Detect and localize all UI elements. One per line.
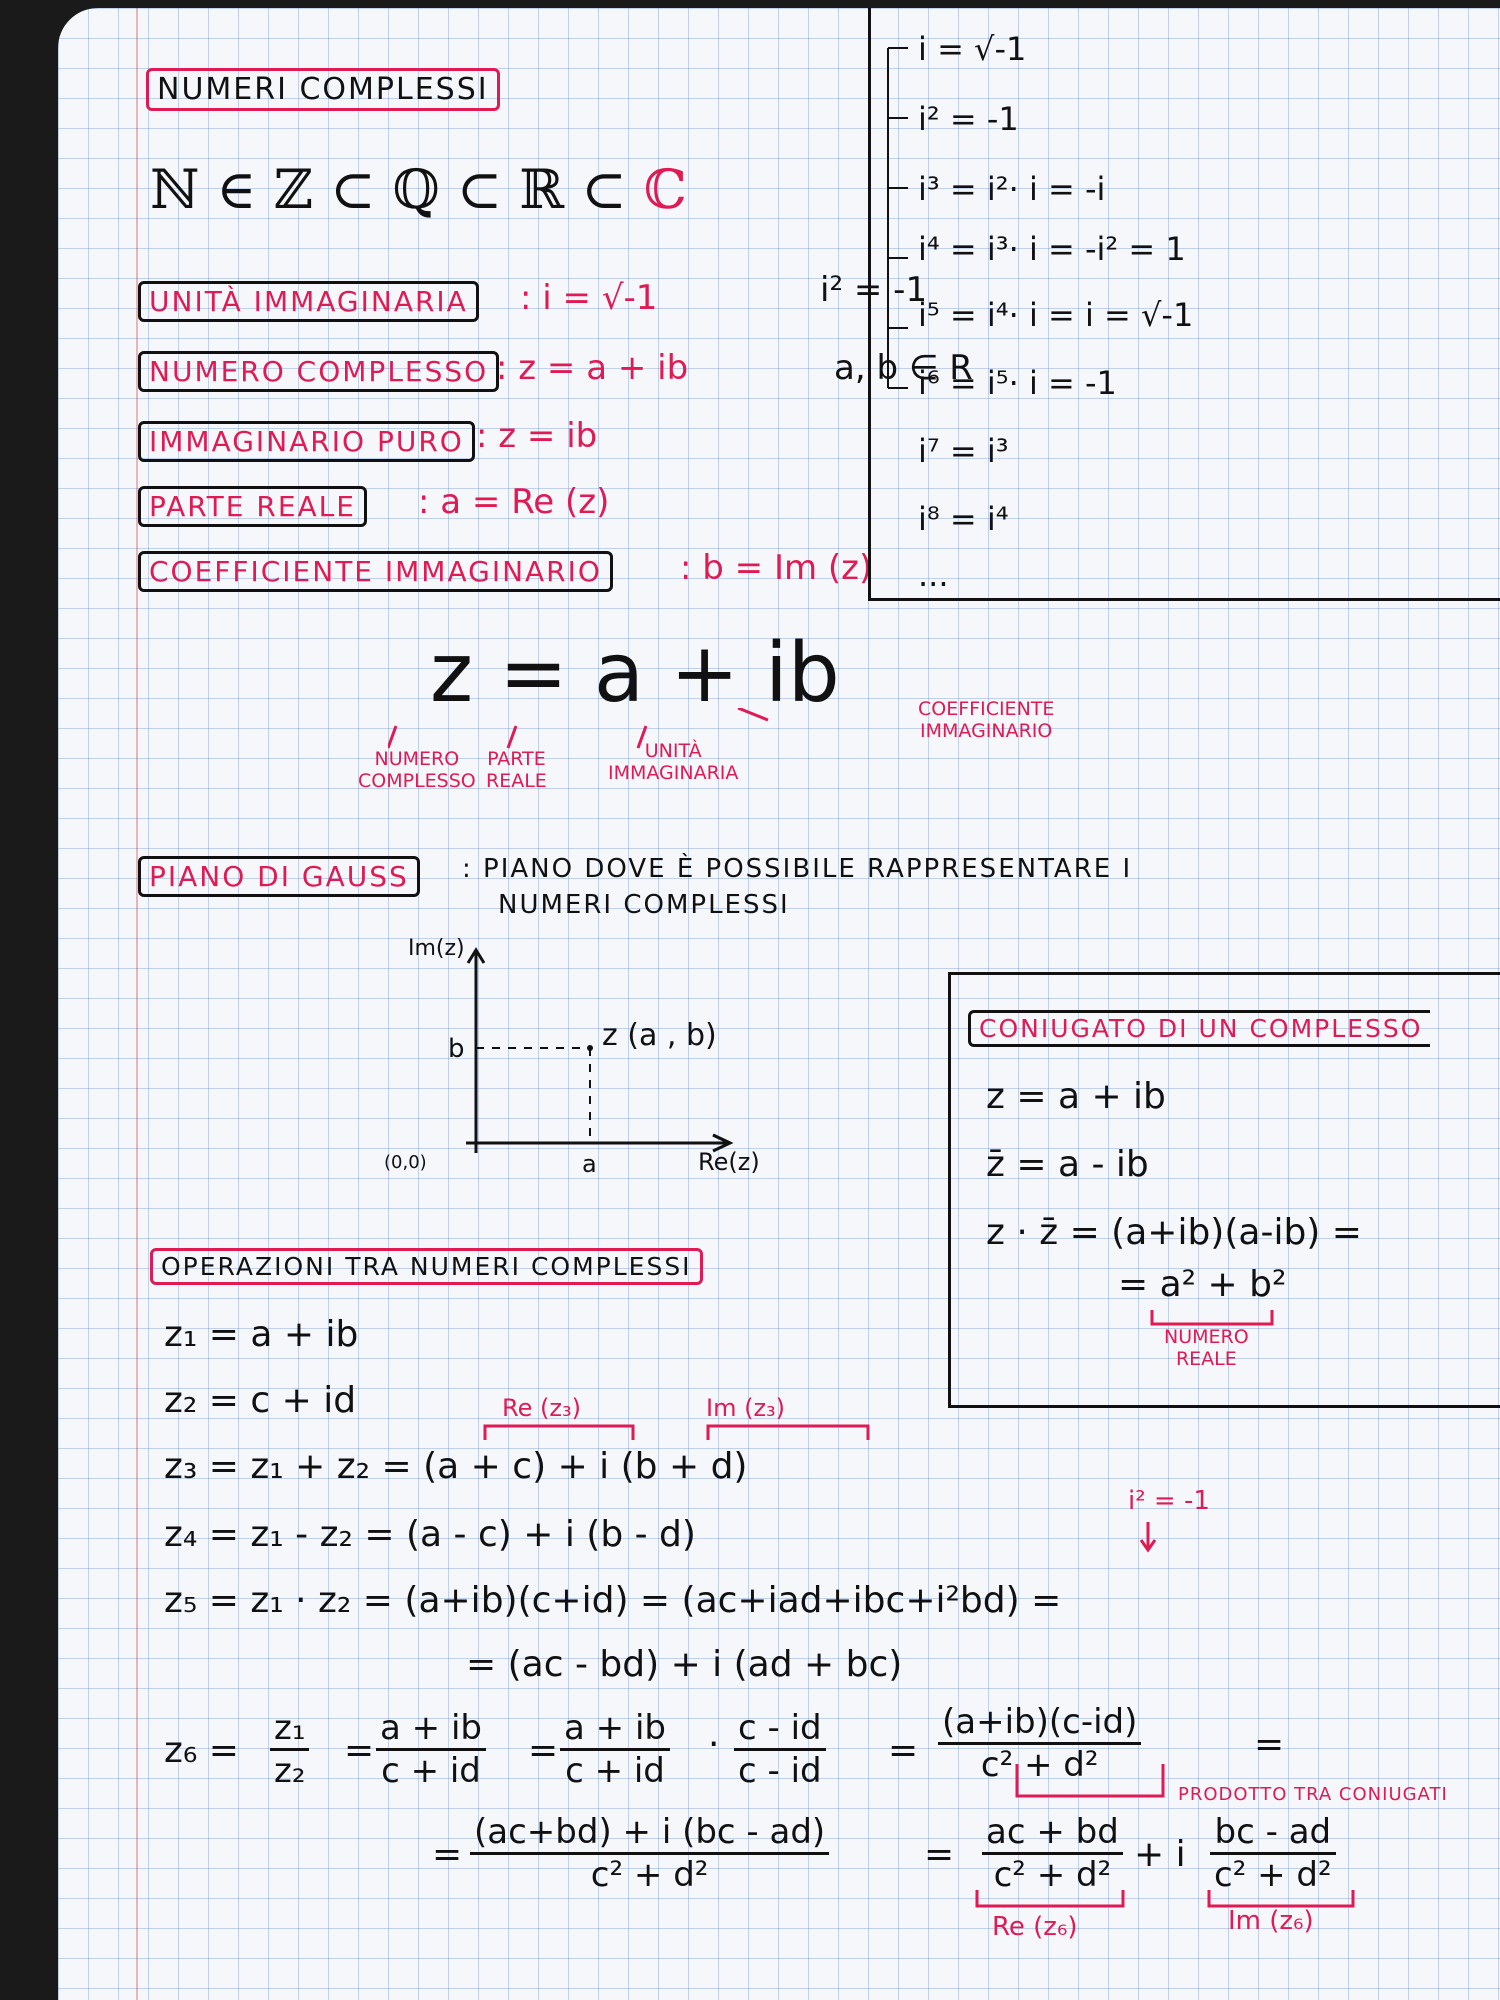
number-sets-chain: ℕ ∈ ℤ ⊂ ℚ ⊂ ℝ ⊂ bbox=[150, 158, 627, 221]
op-z2: z₂ = c + id bbox=[164, 1380, 357, 1421]
power-i6: i⁶ = i⁵· i = -1 bbox=[918, 364, 1117, 402]
coniugato-line3: z · z̄ = (a+ib)(a-ib) = bbox=[986, 1212, 1362, 1253]
op-z6-frac1 bbox=[270, 1708, 309, 1791]
coniugato-label: CONIUGATO DI UN COMPLESSO bbox=[968, 1010, 1430, 1047]
def-label-unita: UNITÀ IMMAGINARIA bbox=[138, 281, 479, 322]
def-label-coefficiente: COEFFICIENTE IMMAGINARIO bbox=[138, 551, 613, 592]
def-label-puro: IMMAGINARIO PURO bbox=[138, 421, 475, 462]
op-z5: z₅ = z₁ · z₂ = (a+ib)(c+id) = (ac+iad+ibc+i²bd) = bbox=[164, 1580, 1062, 1621]
coniugato-line4: = a² + b² bbox=[1118, 1264, 1287, 1305]
op-re-z6: Re (z₆) bbox=[992, 1912, 1078, 1942]
op-z6-frac4 bbox=[734, 1708, 826, 1791]
annot-a-text: PARTE REALE bbox=[486, 748, 547, 792]
op-re-frac-den: c² + d² bbox=[993, 1855, 1112, 1895]
op-z6-eq3: = bbox=[888, 1730, 919, 1771]
op-im-frac bbox=[1210, 1812, 1336, 1895]
op-z6-frac5-num: (a+ib)(c-id) bbox=[938, 1702, 1141, 1745]
power-ellipsis: ... bbox=[918, 556, 949, 594]
op-z3-brackets bbox=[483, 1422, 883, 1442]
op-re-z3: Re (z₃) bbox=[502, 1394, 581, 1422]
op-z6-frac5-den: c² + d² bbox=[980, 1745, 1099, 1785]
op-i2-arrow bbox=[1138, 1520, 1158, 1554]
op-z6b-frac-num: (ac+bd) + i (bc - ad) bbox=[470, 1812, 829, 1855]
big-formula: z = a + ib bbox=[430, 626, 840, 721]
plane-y-axis-label: Im(z) bbox=[408, 936, 465, 961]
op-z6b-frac bbox=[470, 1812, 829, 1895]
plane-a-label: a bbox=[582, 1150, 597, 1178]
power-i8: i⁸ = i⁴ bbox=[918, 500, 1009, 538]
gauss-label: PIANO DI GAUSS bbox=[138, 856, 420, 897]
annot-b-text: COEFFICIENTE IMMAGINARIO bbox=[918, 698, 1055, 742]
coniugato-line1: z = a + ib bbox=[986, 1076, 1166, 1117]
powers-bracket bbox=[868, 28, 928, 398]
gauss-desc-line1: : PIANO DOVE È POSSIBILE RAPPRESENTARE I bbox=[462, 854, 1133, 884]
op-z6-frac3-num: a + ib bbox=[560, 1708, 670, 1751]
op-z6-frac2-den: c + id bbox=[381, 1751, 481, 1791]
op-z6-frac2 bbox=[376, 1708, 486, 1791]
op-im-z6: Im (z₆) bbox=[1228, 1906, 1314, 1936]
op-z6-frac3 bbox=[560, 1708, 670, 1791]
gauss-desc-line2: NUMERI COMPLESSI bbox=[498, 890, 790, 920]
def-extra-numero: a, b ∈ R bbox=[834, 348, 973, 388]
def-label-numero: NUMERO COMPLESSO bbox=[138, 351, 499, 392]
op-plus-i: + i bbox=[1134, 1834, 1186, 1875]
op-re-frac-num: ac + bd bbox=[982, 1812, 1123, 1855]
op-z6-eq2: = bbox=[528, 1730, 559, 1771]
op-z6-eq1: = bbox=[344, 1730, 375, 1771]
op-z6-lhs: z₆ = bbox=[164, 1730, 239, 1771]
def-value-puro: : z = ib bbox=[476, 416, 598, 456]
op-z6-dot: · bbox=[708, 1724, 720, 1765]
plane-point-label: z (a , b) bbox=[602, 1018, 717, 1053]
op-z6b-eq: = bbox=[432, 1834, 463, 1875]
op-z6-frac4-den: c - id bbox=[738, 1751, 822, 1791]
coniugato-note-text: NUMERO REALE bbox=[1164, 1326, 1249, 1370]
def-label-reale: PARTE REALE bbox=[138, 486, 367, 527]
plane-origin-label: (0,0) bbox=[384, 1152, 427, 1173]
plane-b-label: b bbox=[448, 1034, 465, 1064]
power-i3: i³ = i²· i = -i bbox=[918, 170, 1106, 208]
op-z6-frac2-num: a + ib bbox=[376, 1708, 486, 1751]
operations-label: OPERAZIONI TRA NUMERI COMPLESSI bbox=[150, 1248, 703, 1285]
page-title: NUMERI COMPLESSI bbox=[146, 68, 500, 111]
notebook-page bbox=[58, 8, 1500, 2000]
annot-numero-complesso bbox=[358, 748, 476, 792]
op-z6-prodotto-bracket bbox=[1013, 1760, 1173, 1804]
annot-parte-reale bbox=[486, 748, 547, 792]
coniugato-bracket bbox=[1148, 1308, 1278, 1328]
op-im-z3: Im (z₃) bbox=[706, 1394, 786, 1422]
op-z4: z₄ = z₁ - z₂ = (a - c) + i (b - d) bbox=[164, 1514, 696, 1555]
power-i7: i⁷ = i³ bbox=[918, 432, 1009, 470]
coniugato-note bbox=[1164, 1326, 1249, 1370]
op-im-frac-den: c² + d² bbox=[1214, 1855, 1332, 1895]
complex-set-symbol: ℂ bbox=[643, 158, 687, 221]
op-z6-frac1-num: z₁ bbox=[270, 1708, 309, 1751]
def-value-coefficiente: : b = Im (z) bbox=[680, 548, 873, 588]
op-z6b-frac-den: c² + d² bbox=[590, 1855, 709, 1895]
op-im-frac-num: bc - ad bbox=[1210, 1812, 1336, 1855]
number-sets bbox=[150, 158, 687, 221]
power-i4: i⁴ = i³· i = -i² = 1 bbox=[918, 230, 1186, 268]
op-z6-frac3-den: c + id bbox=[565, 1751, 665, 1791]
gauss-plane bbox=[358, 938, 778, 1168]
def-value-unita: : i = √-1 bbox=[520, 278, 658, 318]
def-value-reale: : a = Re (z) bbox=[418, 482, 610, 522]
power-i2: i² = -1 bbox=[918, 100, 1019, 138]
op-z1: z₁ = a + ib bbox=[164, 1314, 359, 1355]
op-re-frac bbox=[982, 1812, 1123, 1895]
op-z6-eq4: = bbox=[1254, 1724, 1285, 1765]
op-z6-frac4-num: c - id bbox=[734, 1708, 826, 1751]
def-extra-unita: i² = -1 bbox=[820, 270, 928, 310]
op-z6-frac1-den: z₂ bbox=[274, 1751, 306, 1791]
coniugato-line2: z̄ = a - ib bbox=[986, 1144, 1149, 1185]
annot-i-text: UNITÀ IMMAGINARIA bbox=[608, 740, 739, 784]
def-value-numero: : z = a + ib bbox=[496, 348, 689, 388]
annot-coefficiente bbox=[918, 698, 1054, 742]
annot-z-text: NUMERO COMPLESSO bbox=[358, 748, 476, 792]
op-z3: z₃ = z₁ + z₂ = (a + c) + i (b + d) bbox=[164, 1446, 748, 1487]
op-z6b-eq2: = bbox=[924, 1834, 955, 1875]
power-i1: i = √-1 bbox=[918, 30, 1027, 68]
annot-unita-immaginaria bbox=[608, 740, 738, 784]
plane-x-axis-label: Re(z) bbox=[698, 1148, 760, 1176]
power-i5: i⁵ = i⁴· i = i = √-1 bbox=[918, 296, 1194, 334]
op-i2-note: i² = -1 bbox=[1128, 1486, 1210, 1516]
op-prodotto-note: PRODOTTO TRA CONIUGATI bbox=[1178, 1784, 1448, 1805]
op-z5b: = (ac - bd) + i (ad + bc) bbox=[466, 1644, 903, 1685]
